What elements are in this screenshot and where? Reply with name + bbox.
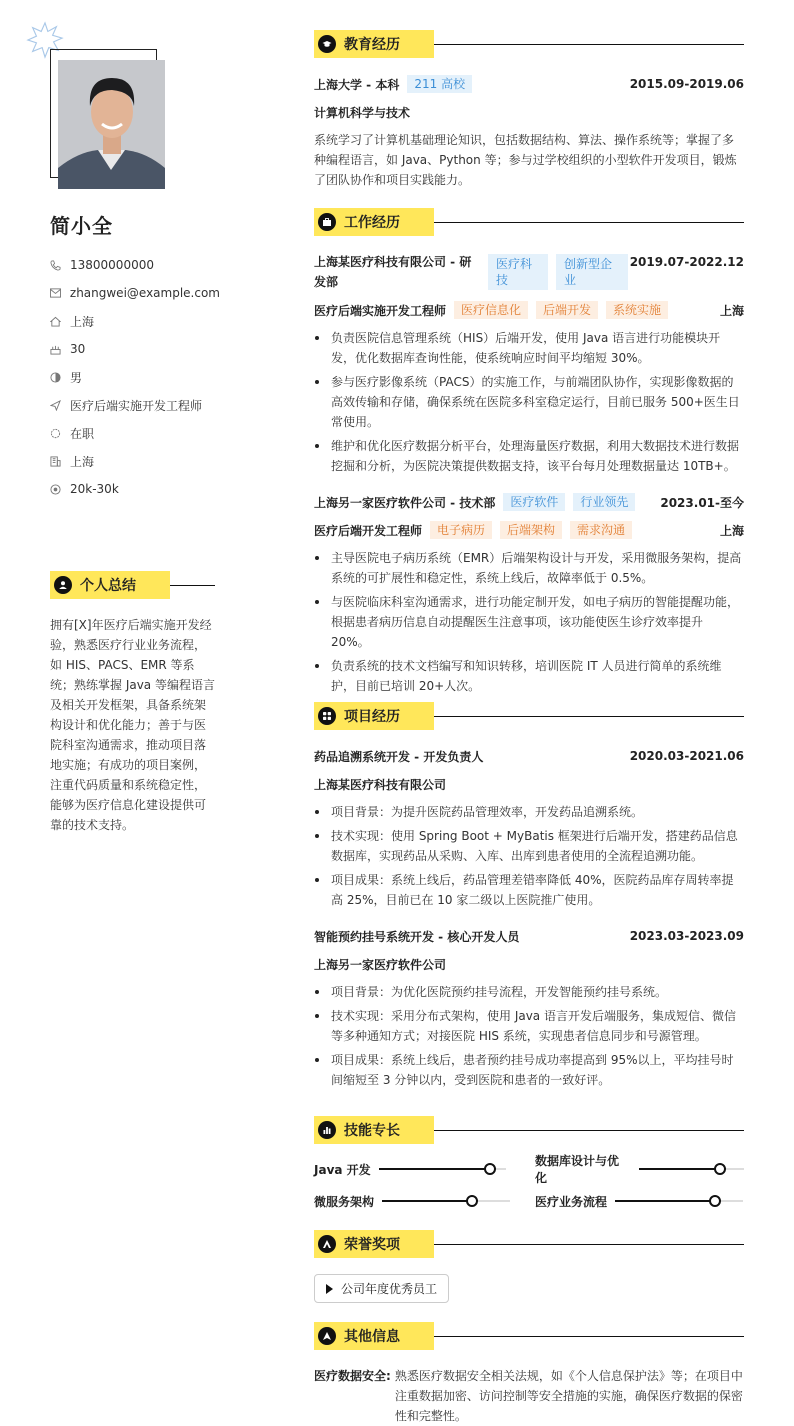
job-2-skill-3: 需求沟通 — [570, 521, 632, 539]
job-1-tag-1: 医疗科 技 — [488, 254, 548, 290]
list-item: 主导医院电子病历系统（EMR）后端架构设计与开发，采用微服务架构，提高系统的可扩展性和稳定性，系统上线后，故障率低于 0.5%。 — [314, 548, 744, 588]
info-email-text: zhangwei@example.com — [69, 286, 220, 300]
list-item: 负责医院信息管理系统（HIS）后端开发，使用 Java 语言进行功能模块开发，优化数据库查询性能，使系统响应时间平均缩短 30%。 — [314, 328, 744, 368]
job-1-position: 医疗后端实施开发工程师 — [314, 303, 447, 318]
list-item: 项目成果：系统上线后，药品管理差错率降低 40%，医院药品库存周转率提高 25%，目前已在 10 家二级以上医院推广使用。 — [314, 870, 744, 910]
job-1-skill-3: 系统实施 — [606, 301, 668, 319]
info-job-text: 医疗后端实施开发工程师 — [70, 398, 203, 413]
summary-title: 个人总结 — [80, 578, 136, 594]
job-2-position-row — [314, 520, 744, 540]
info-location — [50, 447, 220, 475]
info-gender-text: 男 — [70, 370, 83, 385]
project-2-bullets — [314, 982, 744, 1094]
job-1-tag-2: 创新型企 业 — [556, 254, 628, 290]
project-1-company: 上海某医疗科技有限公司 — [314, 777, 447, 792]
home-icon — [50, 316, 70, 327]
info-age — [50, 335, 220, 363]
job-1-bullets — [314, 328, 744, 480]
job-1-company-line1: 上海某医疗科技有限公司 - 研 — [314, 255, 472, 269]
skill-2 — [535, 1154, 744, 1185]
work-section-header — [314, 208, 434, 236]
job-2-position: 医疗后端开发工程师 — [314, 523, 423, 538]
compass-icon — [318, 1327, 336, 1345]
list-item: 技术实现：采用分布式架构，使用 Java 语言开发后端服务，集成短信、微信等多种通知方式；对接医院 HIS 系统，实现患者信息同步和号源管理。 — [314, 1006, 744, 1046]
awards-title: 荣誉奖项 — [344, 1237, 400, 1253]
award-item[interactable] — [314, 1274, 449, 1303]
skills-title: 技能专长 — [344, 1123, 400, 1139]
skill-3 — [314, 1191, 510, 1211]
awards-section-header — [314, 1230, 434, 1258]
building-icon — [50, 456, 70, 467]
info-status — [50, 419, 220, 447]
job-2-tag-2: 行业领先 — [573, 493, 635, 511]
job-2-company: 上海另一家医疗软件公司 - 技术部 — [314, 495, 496, 510]
money-icon — [50, 484, 70, 495]
status-icon — [50, 428, 70, 439]
skill-2-bar — [639, 1168, 744, 1170]
education-row — [314, 74, 744, 94]
skill-2-knob — [714, 1163, 726, 1175]
skill-1-name: Java 开发 — [314, 1162, 371, 1177]
award-label: 公司年度优秀员工 — [341, 1282, 438, 1296]
list-item: 项目成果：系统上线后，患者预约挂号成功率提高到 95%以上，平均挂号时间缩短至 3 分钟以内，受到医院和患者的一致好评。 — [314, 1050, 744, 1090]
avatar — [58, 60, 165, 189]
info-status-text: 在职 — [70, 426, 95, 441]
cake-icon — [50, 344, 70, 355]
project-1-name: 药品追溯系统开发 - 开发负责人 — [314, 749, 484, 764]
skill-3-bar — [382, 1200, 510, 1202]
info-job — [50, 391, 220, 419]
job-2-skill-2: 后端架构 — [500, 521, 562, 539]
info-city — [50, 307, 220, 335]
list-item: 项目背景：为提升医院药品管理效率，开发药品追溯系统。 — [314, 802, 744, 822]
job-2-tag-1: 医疗软件 — [503, 493, 565, 511]
project-1-bullets — [314, 802, 744, 914]
other-section-header — [314, 1322, 434, 1350]
education-desc: 系统学习了计算机基础理论知识，包括数据结构、算法、操作系统等；掌握了多种编程语言，如 Java、Python 等；参与过学校组织的小型软件开发项目，锻炼了团队协作和项目实践能力。 — [314, 133, 737, 187]
info-age-text: 30 — [70, 342, 86, 356]
project-2-company: 上海另一家医疗软件公司 — [314, 957, 447, 972]
bar-chart-icon — [318, 1121, 336, 1139]
skill-2-name: 数据库设计与优化 — [535, 1154, 620, 1185]
other-info — [314, 1366, 744, 1426]
phone-icon — [50, 260, 70, 271]
play-icon — [326, 1284, 333, 1294]
grid-icon — [318, 707, 336, 725]
skill-1-bar — [379, 1168, 506, 1170]
skill-4-name: 医疗业务流程 — [535, 1194, 608, 1209]
major-text: 计算机科学与技术 — [314, 105, 411, 120]
info-email — [50, 279, 220, 307]
list-item: 技术实现：使用 Spring Boot + MyBatis 框架进行后端开发，搭建药品信息数据库，实现药品从采购、入库、出库到患者使用的全流程追溯功能。 — [314, 826, 744, 866]
project-1-date: 2020.03-2021.06 — [629, 749, 744, 763]
skill-1 — [314, 1159, 506, 1179]
school-tag: 211 高校 — [407, 75, 472, 93]
other-text: 熟悉医疗数据安全相关法规，如《个人信息保护法》等；在项目中注重数据加密、访问控制等安全措施的实施，确保医疗数据的保密性和完整性。 — [394, 1369, 743, 1423]
list-item: 项目背景：为优化医院预约挂号流程，开发智能预约挂号系统。 — [314, 982, 744, 1002]
gender-icon — [50, 372, 70, 383]
skills-section-header — [314, 1116, 434, 1144]
info-city-text: 上海 — [70, 314, 95, 329]
other-label: 医疗数据安全: — [314, 1369, 391, 1383]
education-date: 2015.09-2019.06 — [629, 77, 744, 91]
skill-3-name: 微服务架构 — [314, 1194, 375, 1209]
job-2-skill-1: 电子病历 — [430, 521, 492, 539]
info-phone — [50, 251, 220, 279]
summary-text: 拥有[X]年医疗后端实施开发经验，熟悉医疗行业业务流程，如 HIS、PACS、EMR 等系统；熟练掌握 Java 等编程语言及相关开发框架，具备系统架构设计和优化能力；善于与医院科室沟通需求，推动项目落地实施；有成功的项目案例，注重代码质量和系统稳定性，能够为医疗信息化建设提供可靠的技术支持。 — [50, 618, 215, 832]
projects-title: 项目经历 — [344, 709, 400, 725]
job-2-bullets — [314, 548, 744, 700]
skill-1-knob — [484, 1163, 496, 1175]
skill-4 — [535, 1191, 743, 1211]
job-2-date: 2023.01-至今 — [660, 495, 744, 510]
projects-section-header — [314, 702, 434, 730]
list-item: 参与医疗影像系统（PACS）的实施工作，与前端团队协作，实现影像数据的高效传输和存储，确保系统在医院多科室稳定运行，目前已服务 500+医生日常使用。 — [314, 372, 744, 432]
skill-3-knob — [466, 1195, 478, 1207]
award-icon — [318, 1235, 336, 1253]
graduation-cap-icon — [318, 35, 336, 53]
list-item: 负责系统的技术文档编写和知识转移，培训医院 IT 人员进行简单的系统维护，目前已培训 20+人次。 — [314, 656, 744, 696]
education-section-header — [314, 30, 434, 58]
project-2-company-row — [314, 954, 744, 974]
list-item: 与医院临床科室沟通需求，进行功能定制开发，如电子病历的智能提醒功能，根据患者病历信息自动提醒医生注意事项，该功能使医生诊疗效率提升 20%。 — [314, 592, 744, 652]
send-icon — [50, 400, 70, 411]
info-salary-text: 20k-30k — [70, 482, 119, 496]
list-item: 维护和优化医疗数据分析平台，处理海量医疗数据，利用大数据技术进行数据挖掘和分析，为医院决策提供数据支持，该平台每月处理数据量达 10TB+。 — [314, 436, 744, 476]
job-1-date: 2019.07-2022.12 — [629, 255, 744, 269]
education-major — [314, 102, 744, 122]
info-phone-text: 13800000000 — [70, 258, 154, 272]
school-name: 上海大学 - 本科 — [314, 77, 400, 92]
user-icon — [54, 576, 72, 594]
candidate-name: 简小全 — [50, 214, 113, 238]
job-1-position-row — [314, 300, 744, 320]
skill-4-knob — [709, 1195, 721, 1207]
job-2-header — [314, 492, 744, 512]
project-2-date: 2023.03-2023.09 — [629, 929, 744, 943]
job-1-skill-1: 医疗信息化 — [454, 301, 528, 319]
contact-info — [50, 251, 220, 503]
briefcase-icon — [318, 213, 336, 231]
mail-icon — [50, 288, 70, 298]
job-1-skill-2: 后端开发 — [536, 301, 598, 319]
project-1-company-row — [314, 774, 744, 794]
info-salary — [50, 475, 220, 503]
job-2-city: 上海 — [719, 523, 744, 538]
skill-4-bar — [615, 1200, 743, 1202]
project-2-header — [314, 926, 744, 946]
other-title: 其他信息 — [344, 1329, 400, 1345]
project-2-name: 智能预约挂号系统开发 - 核心开发人员 — [314, 929, 520, 944]
work-title: 工作经历 — [344, 215, 400, 231]
job-1-city: 上海 — [719, 303, 744, 318]
job-1-header — [314, 252, 744, 292]
info-gender — [50, 363, 220, 391]
info-location-text: 上海 — [70, 454, 95, 469]
education-title: 教育经历 — [344, 37, 400, 53]
summary-section-header — [50, 571, 215, 599]
project-1-header — [314, 746, 744, 766]
job-1-company-line2: 发部 — [314, 275, 339, 289]
